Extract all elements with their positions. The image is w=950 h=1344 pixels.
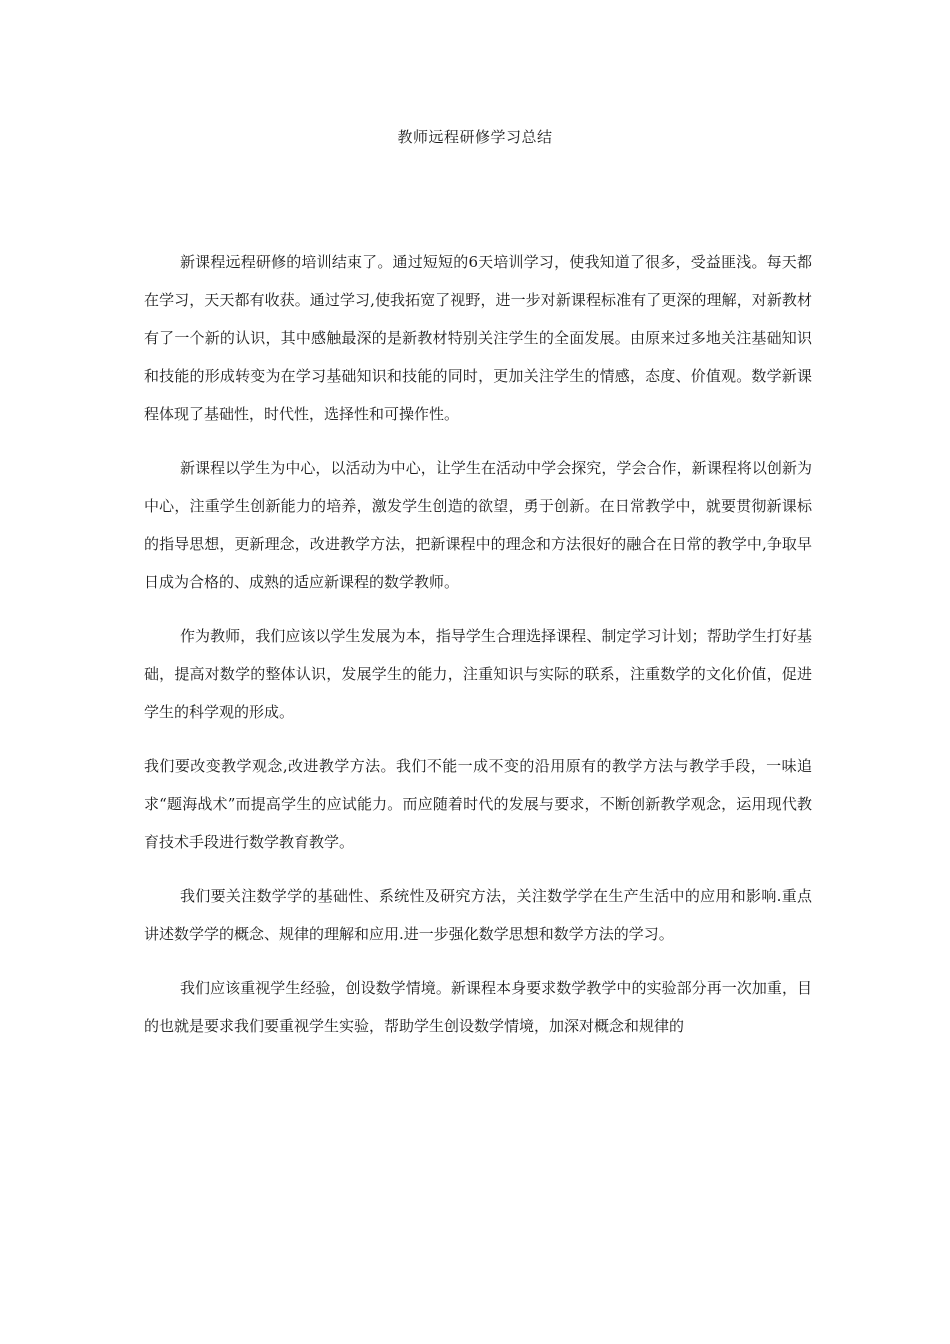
paragraph-6: 我们应该重视学生经验，创设数学情境。新课程本身要求数学教学中的实验部分再一次加重，目的也就是要求我们要重视学生实验，帮助学生创设数学情境，加深对概念和规律的 [144, 979, 812, 1035]
paragraph-1: 新课程远程研修的培训结束了。通过短短的6天培训学习，使我知道了很多，受益匪浅。每天都在学习，天天都有收获。通过学习,使我拓宽了视野，进一步对新课程标准有了更深的理解，对新教材有了一个新的认识，其中感触最深的是新教材特别关注学生的全面发展。由原来过多地关注基础知识和技能的形成转变为在学习基础知识和技能的同时，更加关注学生的情感，态度、价值观。数学新课程体现了基础性，时代性，选择性和可操作性。 [144, 253, 812, 423]
paragraph-3: 作为教师，我们应该以学生发展为本，指导学生合理选择课程、制定学习计划；帮助学生打好基础，提高对数学的整体认识，发展学生的能力，注重知识与实际的联系，注重数学的文化价值，促进学生的科学观的形成。 [144, 627, 812, 721]
document-title: 教师远程研修学习总结 [397, 128, 553, 146]
paragraph-5: 我们要关注数学学的基础性、系统性及研究方法，关注数学学在生产生活中的应用和影响.重点讲述数学学的概念、规律的理解和应用.进一步强化数学思想和数学方法的学习。 [144, 887, 812, 943]
paragraph-2: 新课程以学生为中心，以活动为中心，让学生在活动中学会探究，学会合作，新课程将以创新为中心，注重学生创新能力的培养，激发学生创造的欲望，勇于创新。在日常教学中，就要贯彻新课标的指导思想，更新理念，改进教学方法，把新课程中的理念和方法很好的融合在日常的教学中,争取早日成为合格的、成熟的适应新课程的数学教师。 [144, 459, 812, 591]
document-body [144, 243, 812, 1061]
paragraph-4: 我们要改变教学观念,改进教学方法。我们不能一成不变的沿用原有的教学方法与教学手段，一味追求“题海战术”而提高学生的应试能力。而应随着时代的发展与要求，不断创新教学观念，运用现代教育技术手段进行数学教育教学。 [144, 757, 812, 851]
